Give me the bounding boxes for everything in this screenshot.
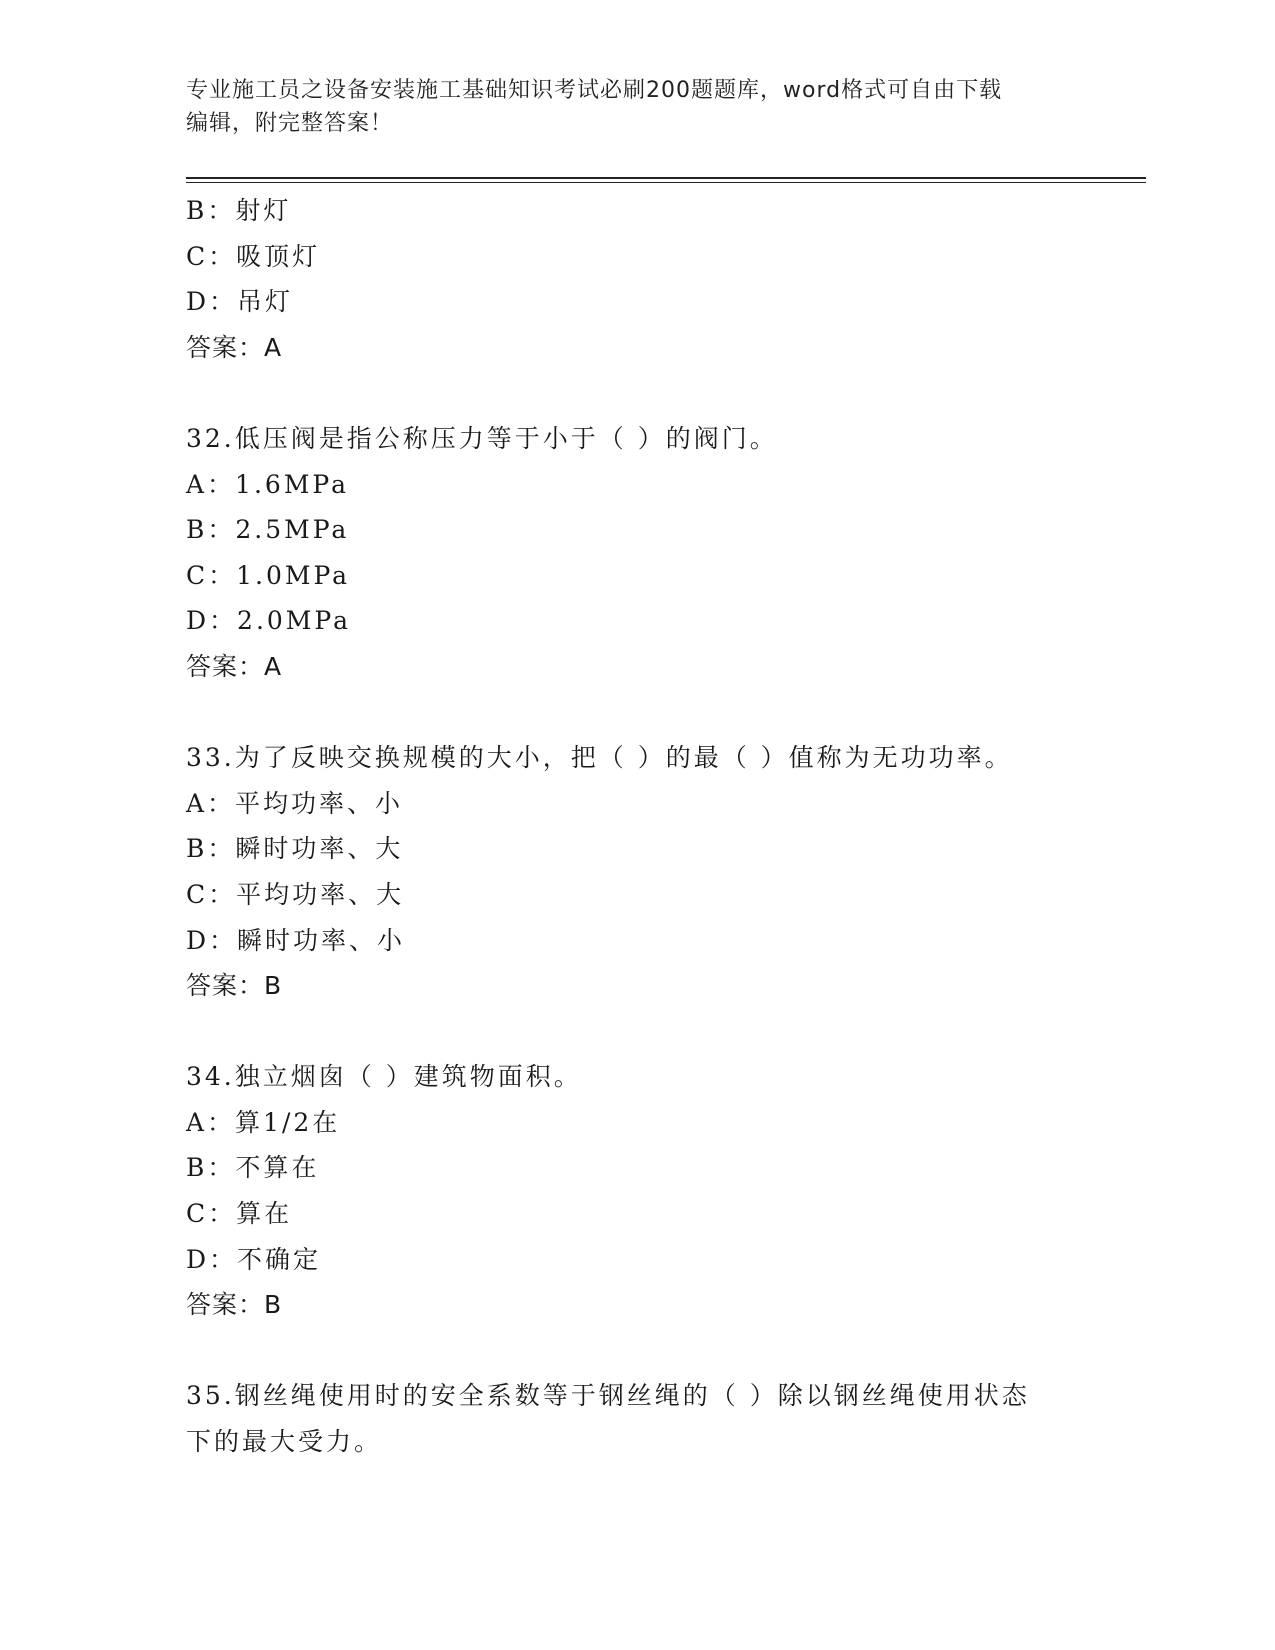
spacer	[186, 1328, 1066, 1374]
option-b: B：射灯	[186, 196, 292, 225]
header-line-2: 编辑，附完整答案！	[186, 111, 394, 136]
option-b: B：不算在	[186, 1153, 320, 1183]
spacer	[186, 1009, 1066, 1055]
option-b: B：2.5MPa	[186, 515, 350, 545]
header-divider-thick	[186, 177, 1146, 179]
question-stem: 34.独立烟囱（ ）建筑物面积。	[186, 1062, 582, 1092]
option-a: A：平均功率、小	[186, 788, 404, 818]
answer-line: 答案：B	[186, 971, 283, 1001]
question-33	[186, 735, 1066, 1009]
answer-line: 答案：A	[186, 651, 283, 681]
question-stem: 32.低压阀是指公称压力等于小于（ ）的阀门。	[186, 423, 778, 453]
option-d: D：不确定	[186, 1244, 322, 1274]
option-d: D：2.0MPa	[186, 606, 352, 636]
spacer	[186, 370, 1066, 416]
option-c: C：算在	[186, 1199, 293, 1229]
question-32	[186, 416, 1066, 690]
header-line-1: 专业施工员之设备安装施工基础知识考试必刷200题题库，word格式可自由下载	[186, 78, 1003, 103]
option-c: C：平均功率、大	[186, 879, 405, 909]
option-a: A：算1/2在	[186, 1107, 341, 1137]
question-stem: 33.为了反映交换规模的大小，把（ ）的最（ ）值称为无功功率。	[186, 743, 1013, 773]
question-31-continued	[186, 188, 1066, 370]
question-stem-line-1: 35.钢丝绳使用时的安全系数等于钢丝绳的（ ）除以钢丝绳使用状态	[186, 1381, 1030, 1411]
question-34	[186, 1054, 1066, 1328]
document-header	[186, 74, 1066, 140]
answer-line: 答案：B	[186, 1290, 283, 1320]
option-b: B：瞬时功率、大	[186, 834, 404, 864]
question-list	[186, 188, 1066, 1465]
question-35	[186, 1373, 1066, 1464]
question-stem-line-2: 下的最大受力。	[186, 1427, 383, 1457]
option-c: C：吸顶灯	[186, 241, 321, 271]
option-a: A：1.6MPa	[186, 469, 350, 499]
answer-line: 答案：A	[186, 332, 283, 362]
spacer	[186, 690, 1066, 736]
option-c: C：1.0MPa	[186, 560, 351, 590]
option-d: D：瞬时功率、小	[186, 925, 406, 955]
option-d: D：吊灯	[186, 287, 294, 317]
header-divider-thin	[186, 182, 1146, 183]
